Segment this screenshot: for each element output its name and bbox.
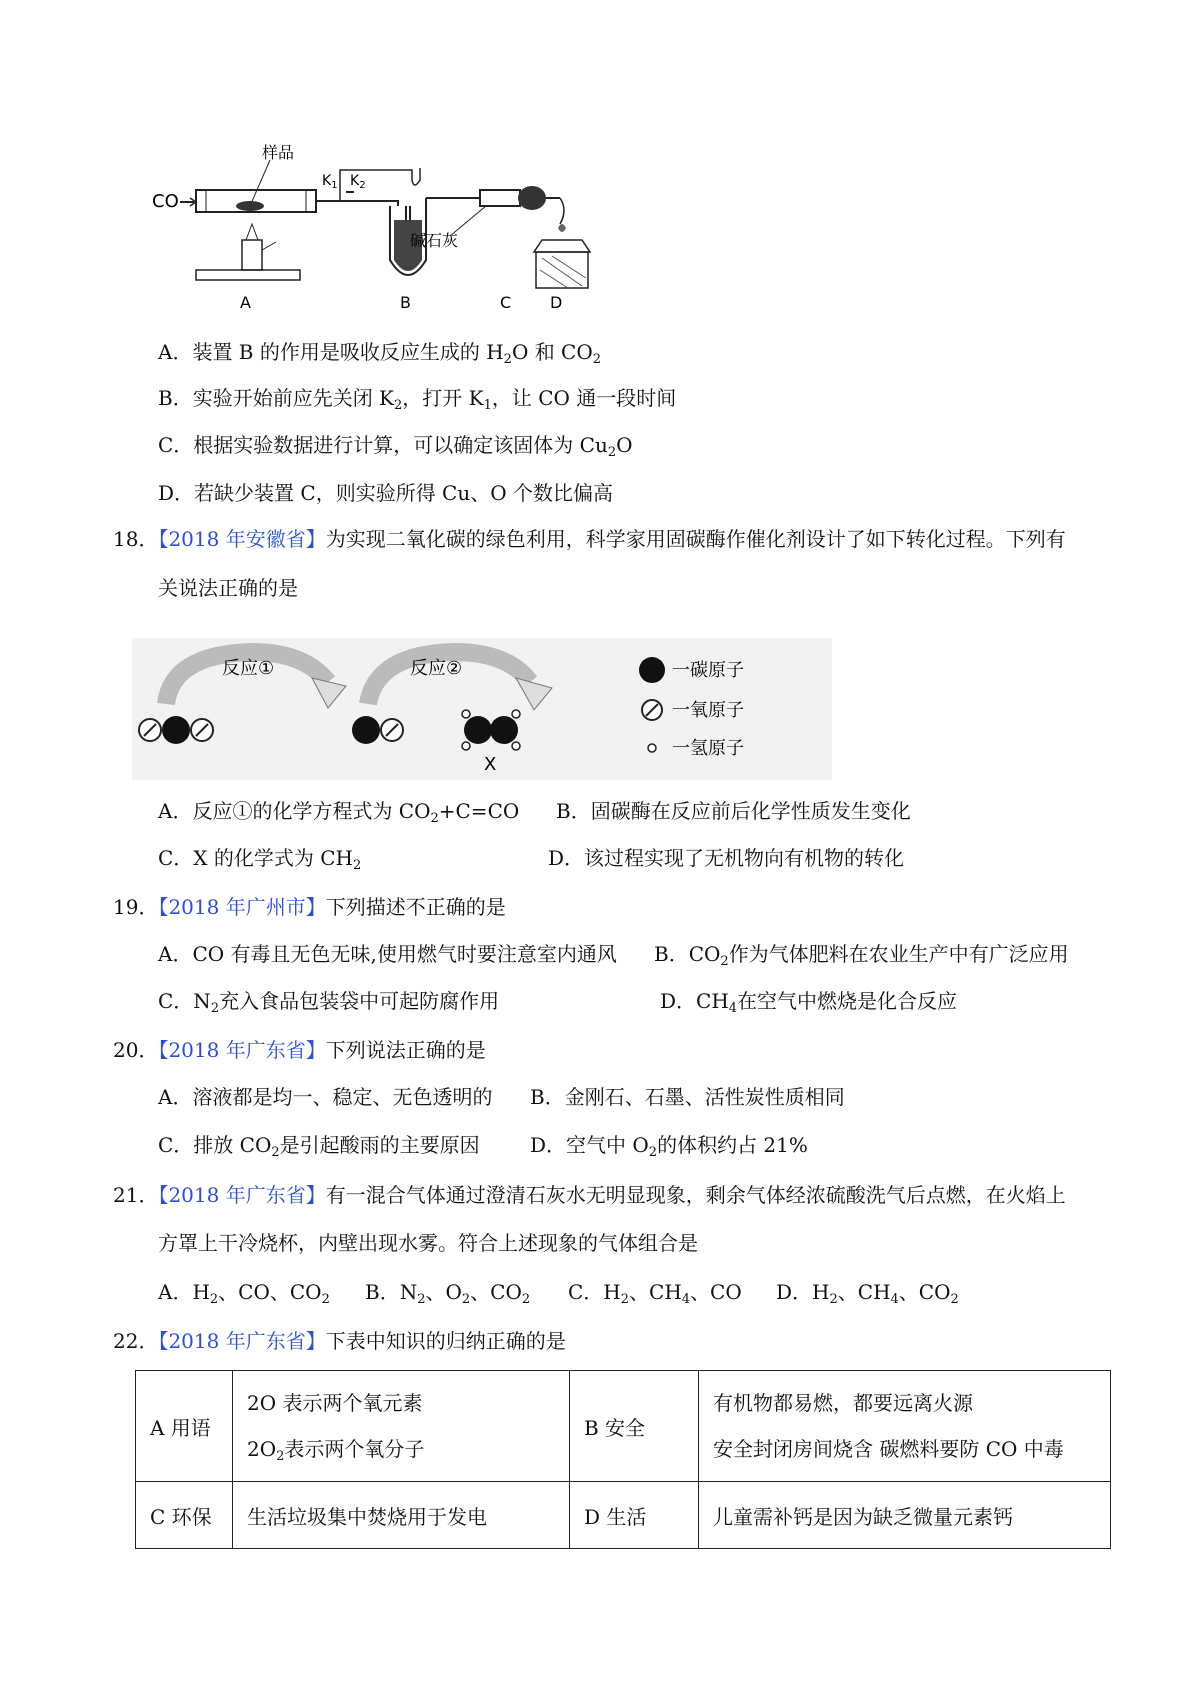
q19-option-b: B．$CO_2$作为气体肥料在农业生产中有广泛应用 — [654, 942, 1069, 969]
soda-lime-label: 碱石灰 — [410, 231, 459, 250]
q22-source: 【2018 年广东省】 — [158, 1329, 326, 1353]
label-b: B — [400, 293, 411, 312]
q20-option-c: C．排放 $CO_2$是引起酸雨的主要原因 — [158, 1133, 480, 1160]
table-cell-a-label: A 用语 — [136, 1371, 233, 1482]
q21-option-d: D．$H_2$、$CH_4$、$CO_2$ — [776, 1280, 959, 1307]
k2-label: $K_2$ — [350, 173, 366, 191]
knowledge-table — [135, 1370, 1111, 1549]
q21-stem-line2: 方罩上干冷烧杯，内壁出现水雾。符合上述现象的气体组合是 — [158, 1231, 698, 1255]
q17-option-b: B．实验开始前应先关闭 $K_2$，打开 $K_1$，让 CO 通一段时间 — [158, 386, 677, 413]
q20-option-a: A．溶液都是均一、稳定、无色透明的 — [158, 1085, 493, 1109]
q21-source: 【2018 年广东省】 — [158, 1183, 326, 1207]
q18-source: 【2018 年安徽省】 — [158, 527, 326, 551]
co2-molecule — [139, 716, 213, 744]
table-cell-a-content: 2O 表示两个氧元素 $2O_2$表示两个氧分子 — [233, 1371, 570, 1482]
q18-option-a: A．反应①的化学方程式为 $CO_2+C=CO$ — [158, 799, 520, 826]
table-cell-d-content: 儿童需补钙是因为缺乏微量元素钙 — [699, 1482, 1111, 1549]
table-row — [136, 1371, 1111, 1482]
q20-source: 【2018 年广东省】 — [158, 1038, 326, 1062]
q17-option-c: C．根据实验数据进行计算，可以确定该固体为 $Cu_2O$ — [158, 433, 633, 460]
sample-label: 样品 — [262, 143, 295, 162]
q19-source: 【2018 年广州市】 — [158, 895, 326, 919]
k1-label: $K_1$ — [322, 173, 338, 191]
co-inlet-label: CO — [152, 191, 179, 212]
q19-option-d: D．$CH_4$在空气中燃烧是化合反应 — [660, 989, 958, 1016]
label-a: A — [240, 293, 251, 312]
legend-hydrogen: 一氢原子 — [672, 738, 744, 759]
q19-stem: 19．【2018 年广州市】下列描述不正确的是 — [113, 895, 506, 919]
legend-oxygen: 一氧原子 — [672, 700, 744, 721]
table-cell-b-content: 有机物都易燃，都要远离火源 安全封闭房间烧含 碳燃料要防 CO 中毒 — [699, 1371, 1111, 1482]
table-cell-c-content: 生活垃圾集中焚烧用于发电 — [233, 1482, 570, 1549]
q18-option-b: B．固碳酶在反应前后化学性质发生变化 — [556, 799, 911, 823]
q21-stem-line1: 21．【2018 年广东省】有一混合气体通过澄清石灰水无明显现象，剩余气体经浓硫酸洗气后点燃，在火焰上 — [113, 1183, 1066, 1207]
reaction-2-label: 反应② — [410, 658, 463, 679]
reaction-diagram — [132, 638, 832, 780]
q22-stem: 22．【2018 年广东省】下表中知识的归纳正确的是 — [113, 1329, 566, 1353]
q18-option-c: C．X 的化学式为 $CH_2$ — [158, 846, 362, 873]
table-cell-b-label: B 安全 — [570, 1371, 699, 1482]
q18-stem-line1: 18．【2018 年安徽省】为实现二氧化碳的绿色利用，科学家用固碳酶作催化剂设计了如下转化过程。下列有 — [113, 527, 1066, 551]
x-label: X — [484, 754, 497, 775]
q20-option-d: D．空气中 $O_2$的体积约占 21% — [530, 1133, 808, 1160]
q21-option-c: C．$H_2$、$CH_4$、CO — [568, 1280, 742, 1307]
label-d: D — [550, 293, 563, 312]
q21-option-a: A．$H_2$、CO、$CO_2$ — [158, 1280, 330, 1307]
q21-option-b: B．$N_2$、$O_2$、$CO_2$ — [365, 1280, 531, 1307]
reaction-1-label: 反应① — [222, 658, 275, 679]
q17-option-a: A．装置 B 的作用是吸收反应生成的 $H_2O$ 和 $CO_2$ — [158, 340, 602, 367]
q19-option-c: C．$N_2$充入食品包装袋中可起防腐作用 — [158, 989, 500, 1016]
table-row — [136, 1482, 1111, 1549]
q18-stem-line2: 关说法正确的是 — [158, 576, 298, 600]
label-c: C — [500, 293, 512, 312]
table-cell-d-label: D 生活 — [570, 1482, 699, 1549]
table-cell-c-label: C 环保 — [136, 1482, 233, 1549]
apparatus-diagram — [150, 140, 630, 320]
legend-carbon: 一碳原子 — [672, 660, 744, 681]
q18-option-d: D．该过程实现了无机物向有机物的转化 — [548, 846, 905, 870]
q19-option-a: A．CO 有毒且无色无味,使用燃气时要注意室内通风 — [158, 942, 617, 966]
q17-option-d: D．若缺少装置 C，则实验所得 Cu、O 个数比偏高 — [158, 481, 613, 505]
q20-option-b: B．金刚石、石墨、活性炭性质相同 — [530, 1085, 845, 1109]
q20-stem: 20．【2018 年广东省】下列说法正确的是 — [113, 1038, 486, 1062]
